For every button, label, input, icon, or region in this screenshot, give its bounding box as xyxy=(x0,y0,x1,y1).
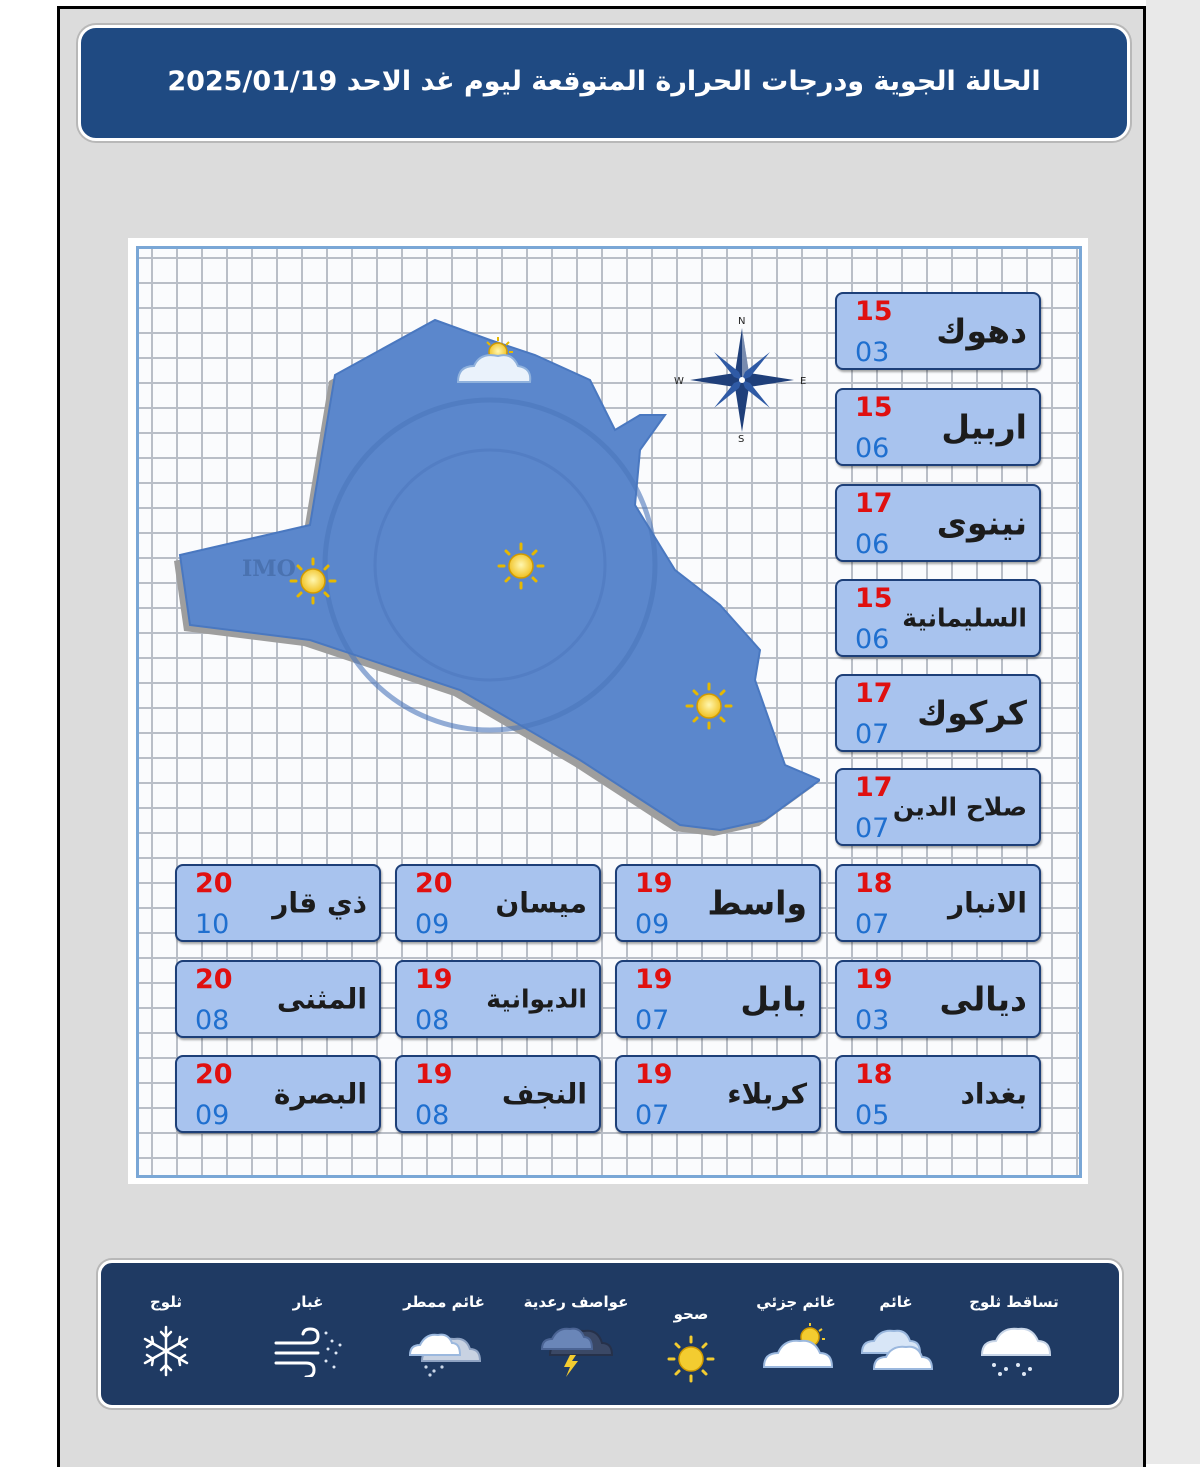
legend-label: غبار xyxy=(292,1293,324,1311)
min-temp: 07 xyxy=(855,719,890,750)
snowfall-cloud-icon xyxy=(974,1321,1054,1377)
right-margin xyxy=(1146,0,1200,1464)
max-temp: 17 xyxy=(855,772,893,803)
city-name: البصرة xyxy=(273,1077,367,1111)
min-temp: 10 xyxy=(195,909,230,940)
page-title: الحالة الجوية ودرجات الحرارة المتوقعة ليوم غد الاحد 2025/01/19 xyxy=(167,66,1041,97)
max-temp: 19 xyxy=(635,964,673,995)
city-name: الانبار xyxy=(947,886,1027,920)
legend-label: عواصف رعدية xyxy=(523,1293,629,1311)
city-card-sulaymaniyah xyxy=(835,579,1041,657)
thunderstorm-icon xyxy=(536,1321,616,1377)
city-name: دهوك xyxy=(936,311,1027,351)
city-card-diwaniyah xyxy=(395,960,601,1038)
city-name: واسط xyxy=(707,883,807,923)
max-temp: 19 xyxy=(855,964,893,995)
max-temp: 15 xyxy=(855,583,893,614)
max-temp: 20 xyxy=(195,1059,233,1090)
header-banner xyxy=(78,25,1130,141)
min-temp: 06 xyxy=(855,624,890,655)
city-card-salahaddin xyxy=(835,768,1041,846)
city-name: صلاح الدين xyxy=(892,792,1027,822)
city-card-anbar xyxy=(835,864,1041,942)
city-name: نينوى xyxy=(936,503,1027,543)
city-card-diyala xyxy=(835,960,1041,1038)
min-temp: 03 xyxy=(855,1005,890,1036)
max-temp: 15 xyxy=(855,296,893,327)
city-name: بابل xyxy=(740,979,807,1019)
min-temp: 07 xyxy=(855,909,890,940)
city-name: بغداد xyxy=(960,1077,1027,1111)
legend-label: صحو xyxy=(673,1305,709,1323)
max-temp: 19 xyxy=(415,964,453,995)
city-name: النجف xyxy=(501,1077,587,1111)
min-temp: 09 xyxy=(195,1100,230,1131)
legend-label: غائم ممطر xyxy=(403,1293,485,1311)
city-name: المثنى xyxy=(276,982,367,1016)
min-temp: 07 xyxy=(635,1100,670,1131)
compass-n: N xyxy=(738,316,746,327)
weather-legend xyxy=(98,1260,1122,1408)
city-card-kirkuk xyxy=(835,674,1041,752)
city-card-dhiqar xyxy=(175,864,381,942)
legend-partly-cloudy xyxy=(741,1293,851,1377)
min-temp: 03 xyxy=(855,337,890,368)
partly-cloudy-icon xyxy=(756,1321,836,1377)
legend-thunderstorms xyxy=(521,1293,631,1377)
dust-wind-icon xyxy=(268,1321,348,1377)
city-name: الديوانية xyxy=(486,984,587,1014)
min-temp: 06 xyxy=(855,529,890,560)
max-temp: 19 xyxy=(635,1059,673,1090)
legend-label: غائم جزئي xyxy=(756,1293,836,1311)
max-temp: 19 xyxy=(635,868,673,899)
min-temp: 06 xyxy=(855,433,890,464)
min-temp: 08 xyxy=(195,1005,230,1036)
city-name: كركوك xyxy=(917,693,1027,733)
min-temp: 07 xyxy=(635,1005,670,1036)
snowflake-icon xyxy=(126,1321,206,1377)
city-name: ديالى xyxy=(939,979,1027,1019)
city-card-nineveh xyxy=(835,484,1041,562)
legend-label: ثلوج xyxy=(150,1293,182,1311)
city-card-dohuk xyxy=(835,292,1041,370)
city-card-baghdad xyxy=(835,1055,1041,1133)
city-card-karbala xyxy=(615,1055,821,1133)
legend-label: غائم xyxy=(879,1293,913,1311)
max-temp: 20 xyxy=(415,868,453,899)
legend-rainy-cloudy xyxy=(389,1293,499,1377)
max-temp: 20 xyxy=(195,868,233,899)
city-card-muthanna xyxy=(175,960,381,1038)
city-card-babil xyxy=(615,960,821,1038)
max-temp: 20 xyxy=(195,964,233,995)
legend-label: تساقط ثلوج xyxy=(969,1293,1059,1311)
compass-rose-icon xyxy=(674,316,810,446)
city-name: اربيل xyxy=(941,407,1027,447)
city-name: السليمانية xyxy=(902,603,1027,633)
rain-cloud-icon xyxy=(404,1321,484,1377)
city-card-wasit xyxy=(615,864,821,942)
city-name: ميسان xyxy=(495,886,587,920)
legend-snow xyxy=(111,1293,221,1377)
min-temp: 09 xyxy=(415,909,450,940)
legend-snowfall xyxy=(959,1293,1069,1377)
min-temp: 09 xyxy=(635,909,670,940)
max-temp: 18 xyxy=(855,1059,893,1090)
max-temp: 19 xyxy=(415,1059,453,1090)
legend-cloudy xyxy=(841,1293,951,1377)
min-temp: 05 xyxy=(855,1100,890,1131)
min-temp: 08 xyxy=(415,1100,450,1131)
city-name: ذي قار xyxy=(272,886,367,920)
min-temp: 07 xyxy=(855,813,890,844)
max-temp: 17 xyxy=(855,488,893,519)
compass-s: S xyxy=(738,434,745,445)
max-temp: 15 xyxy=(855,392,893,423)
city-card-najaf xyxy=(395,1055,601,1133)
max-temp: 17 xyxy=(855,678,893,709)
city-name: كربلاء xyxy=(727,1077,807,1111)
sunny-icon xyxy=(651,1333,731,1389)
compass-w: W xyxy=(674,376,684,387)
max-temp: 18 xyxy=(855,868,893,899)
city-card-maysan xyxy=(395,864,601,942)
cloudy-icon xyxy=(856,1321,936,1377)
map-watermark: IMO xyxy=(242,556,296,582)
legend-dust xyxy=(253,1293,363,1377)
city-card-erbil xyxy=(835,388,1041,466)
min-temp: 08 xyxy=(415,1005,450,1036)
city-card-basra xyxy=(175,1055,381,1133)
legend-clear xyxy=(636,1305,746,1389)
compass-e: E xyxy=(800,376,807,387)
